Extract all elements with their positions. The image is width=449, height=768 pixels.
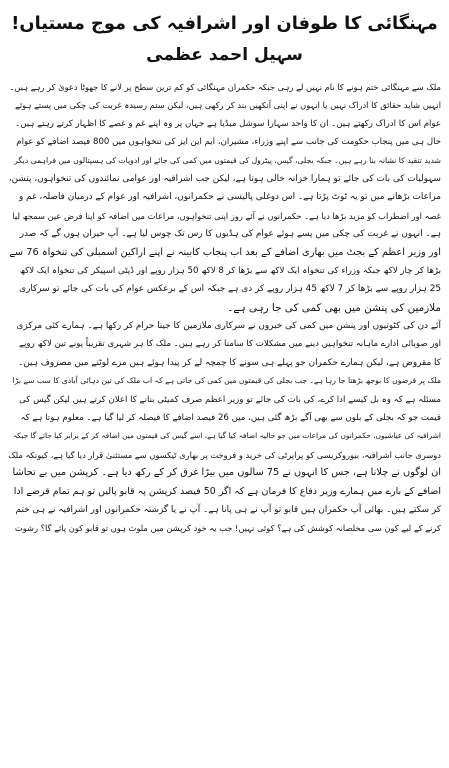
author-byline: سہیل احمد عظمی [146, 45, 303, 65]
article-line: شدید تنقید کا نشانہ بنا رہے ہیں۔ جبکہ بجلی، گیس، پیٹرول کی قیمتوں میں کمی کی جائے اور ادویات کی ہسپتالوں میں فراہمی دیگر [14, 155, 441, 165]
article-line: قیمت جو کہ بجلی کے بلوں سے بھی آگے بڑھ گئی ہیں، میں 26 فیصد اضافے کا فیصلہ کر لیا گیا ہے۔ معلوم ہوتا ہے کہ [20, 413, 441, 424]
article-line: ملک سے مہنگائی ختم ہونے کا نام نہیں لے رہی جبکہ حکمران مہنگائی کو کم ترین سطح پر لانے کا جھوٹا دعویٰ کر رہے ہیں۔ [9, 82, 441, 92]
article-line: ان لوگوں نے چلانا ہے، جس کا انہوں نے 75 سالوں میں بیڑا غرق کر کے رکھ دیا ہے۔ کرپشن میں بے تحاشا [12, 467, 441, 479]
article-line: اور وزیر اعظم کے بجٹ میں بھاری اضافے کے بعد اب پنجاب کابینہ نے اپنے اراکین اسمبلی کی تنخواہ 76 سے [9, 246, 441, 258]
article-line: غصہ اور اضطراب کو مزید بڑھا دیا ہے۔ حکمرانوں نے آئے روز اپنی تنخواہوں، مراعات میں اضافہ کو اپنا فرض عین سمجھ لیا [12, 210, 441, 221]
article-line: دوسری جانب اشرافیہ، بیوروکریسی کو پراپرٹی کی خرید و فروخت پر بھاری ٹیکسوں سے مستثنیٰ قرار دیا گیا ہے، کیونکہ ملک [8, 449, 441, 460]
article-line: سہولیات کی بات کی جائے تو ہمارا خزانہ خالی ہوتا ہے، لیکن جب اشرافیہ اور عوامی نمائندوں کی تنخواہوں، پنشن، [8, 173, 441, 184]
article-line: اور صوبائی ادارے ماہانہ تنخواہیں دینے میں مشکلات کا سامنا کر رہے ہیں۔ ملک کا ہر شہری تقریباً پونے تین لاکھ روپے [19, 339, 441, 350]
article-line: ملک پر قرضوں کا بوجھ بڑھتا جا رہا ہے۔ جب بجلی کی قیمتوں میں کمی کی جاتی ہے کہ اب ملک کی تین دہائی آبادی کا سب سے بڑا [12, 376, 441, 386]
article-line: مراعات بڑھانے میں تو یہ ٹوٹ پڑتا ہے۔ اس دوغلی پالیسی نے حکمرانوں، اشرافیہ اور عوام کے درمیان فاصلہ، غم و [18, 192, 441, 203]
article-line: ملازمین کی پنشن میں بھی کمی کی جا رہی ہے۔ [227, 301, 441, 314]
article-line: انہیں شاید حقائق کا ادراک نہیں یا انہوں نے اپنی آنکھیں بند کر رکھی ہیں، لیکن ستم رسیدہ غربت کی چکی میں پستے ہوئے [15, 100, 441, 111]
article-line: عوام اس کا ادراک رکھتے ہیں۔ ان کا واحد سہارا سوشل میڈیا ہے جہاں پر وہ اپنے غم و غصے کا اظہار کرتے رہتے ہیں۔ [15, 118, 441, 129]
article-line: مسئلہ ہے کہ وہ بل کیسے ادا کرے، کی بات کی جائے تو وزیر اعظم صرف کمیٹی بنانے کا اعلان کرتے ہیں لیکن گیس کی [19, 394, 441, 405]
article-line: بڑھا کر چار لاکھ جبکہ وزراء کی تنخواہ ایک لاکھ سے بڑھا کر 8 لاکھ 50 ہزار روپے اور ڈپٹی اسپیکر کی تنخواہ ایک لاکھ [19, 265, 441, 276]
article-body [8, 78, 441, 538]
article-line: کا مقروض ہے، لیکن ہمارے حکمران جو پہلے ہی سونے کا چمچہ لے کر پیدا ہوئے ہیں مزے لوٹنے میں مصروف ہیں۔ [18, 357, 441, 368]
article-line: کر سکتے ہیں۔ بھائی آپ حکمران ہیں قابو تو آپ نے ہی پانا ہے۔ آپ نے یا گزشتہ حکمرانوں اور اشرافیہ نے ہی ختم [15, 504, 441, 515]
article-headline: مہنگائی کا طوفان اور اشرافیہ کی موج مستیاں! [11, 13, 438, 34]
article-line: 25 ہزار روپے سے بڑھا کر 7 لاکھ 45 ہزار روپے کر دی ہے جبکہ اس کے برعکس عوام کی بات کی جائے تو سرکاری [19, 284, 441, 295]
article-line: آئے دن کی کٹوتیوں اور پنشن میں کمی کی خبروں نے سرکاری ملازمین کا جینا حرام کر رکھا ہے۔ ہمارے کئی مرکزی [16, 321, 441, 332]
article-line: اشرافیہ کی عیاشیوں، حکمرانوں کی مراعات میں جو حالیہ اضافہ کیا گیا ہے، اسے گیس کی قیمتوں میں اضافہ کر کے برابر کیا جائے گا جبکہ [12, 431, 441, 441]
article-line: اضافے کے بارے میں ہمارے وزیر دفاع کا فرمان ہے کہ اگر 50 فیصد کرپشن پہ قابو پالیں تو ہم تمام قرضے ادا [13, 485, 441, 497]
article-line: کرنے کے لیے کون سی مخلصانہ کوشش کی ہے؟ کوئی نہیں! جب یہ خود کرپشن میں ملوث ہوں تو قابو کون پائے گا؟ رشوت [14, 523, 441, 534]
article-line: حال ہی میں پنجاب حکومت کی جانب سے اپنے وزراء، مشیران، ایم این ایز کی تنخواہوں میں 800 فیصد اضافے کو عوام [16, 137, 441, 148]
article-line: ہے۔ انہوں نے غربت کی چکی میں پسے ہوئے عوام کی ہڈیوں کا رس تک چوس لیا ہے۔ آپ حیران ہوں گے کہ صدر [19, 229, 441, 240]
